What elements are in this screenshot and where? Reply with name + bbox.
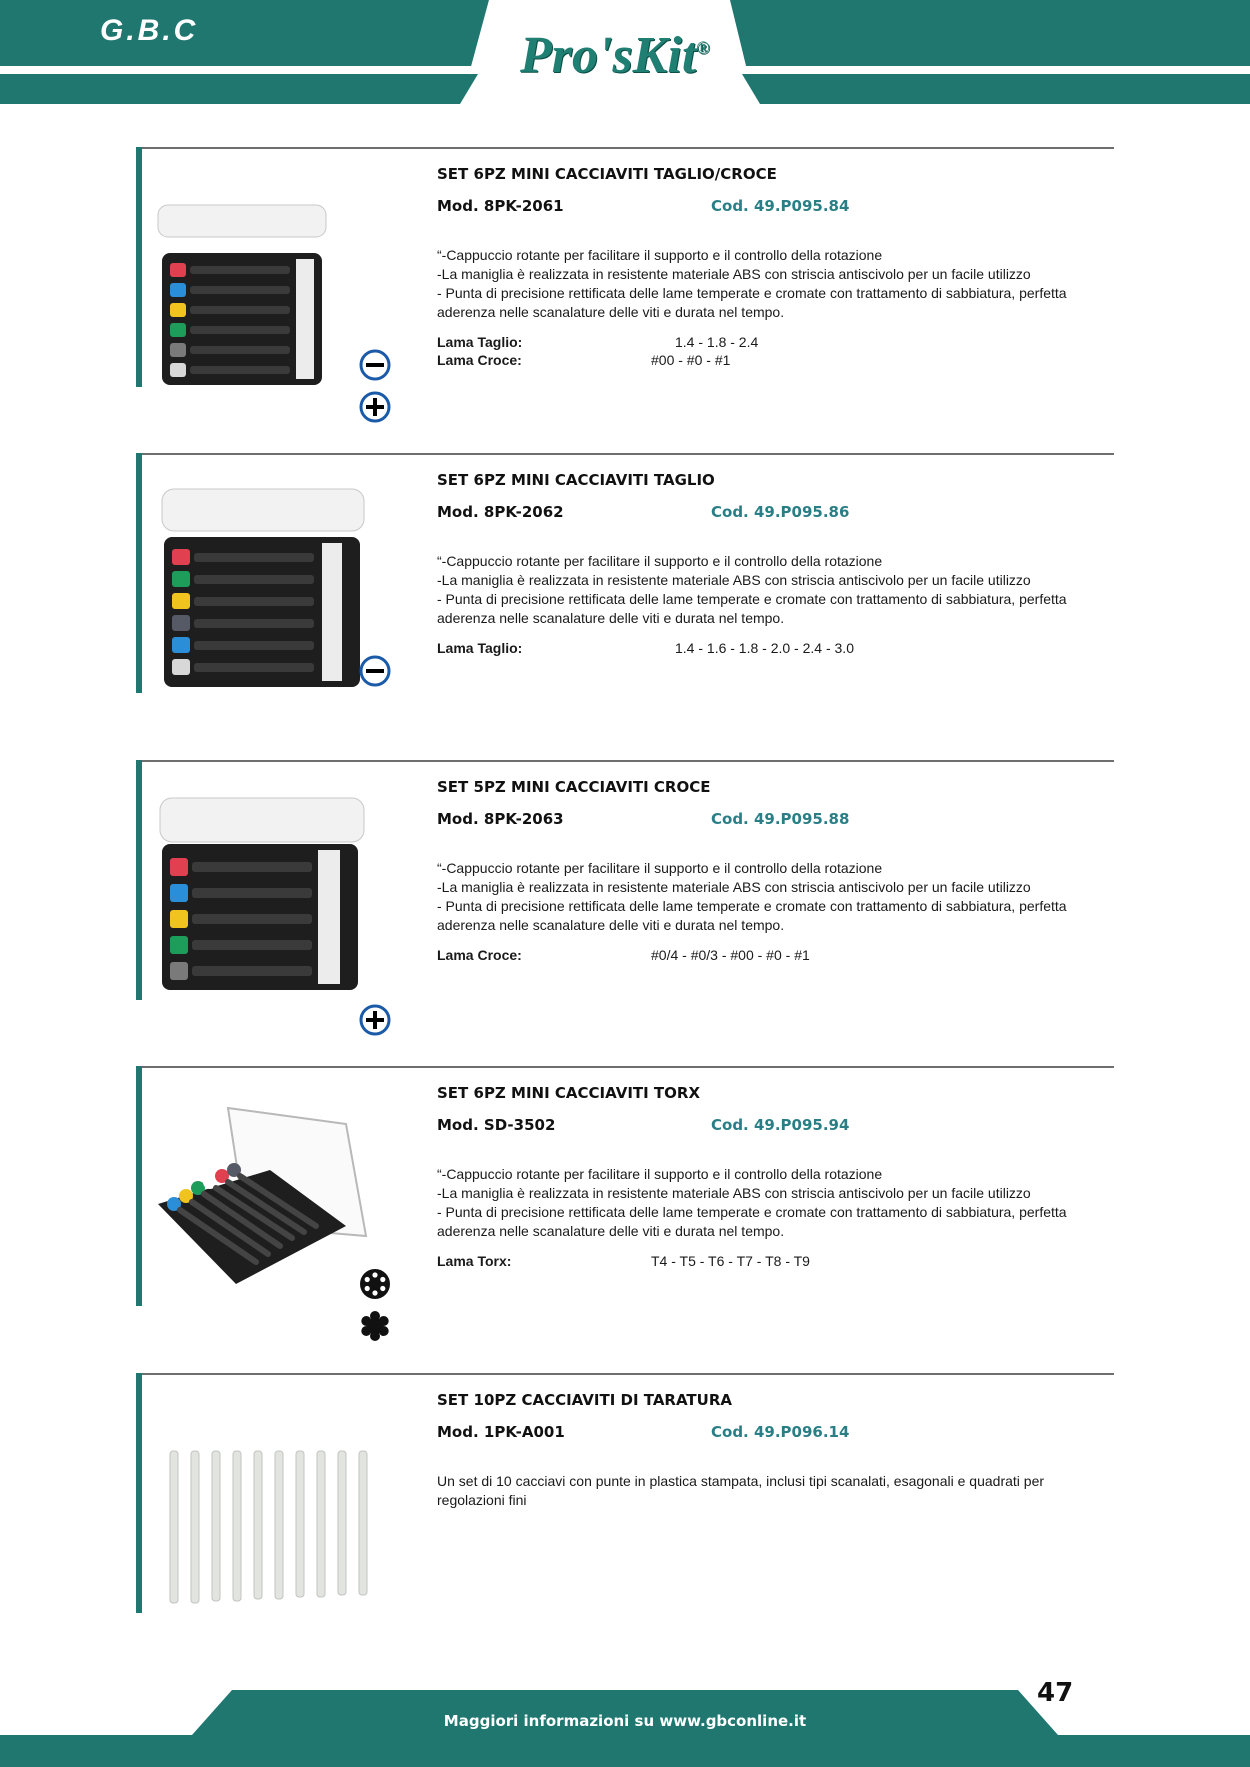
description-line: -La maniglia è realizzata in resistente materiale ABS con striscia antiscivolo per un facile utilizzo xyxy=(437,1185,1031,1201)
product-title: SET 6PZ MINI CACCIAVITI TORX xyxy=(437,1084,701,1102)
description-line: “-Cappuccio rotante per facilitare il supporto e il controllo della rotazione xyxy=(437,1166,883,1182)
product-title: SET 10PZ CACCIAVITI DI TARATURA xyxy=(437,1391,732,1409)
description-line: -La maniglia è realizzata in resistente materiale ABS con striscia antiscivolo per un facile utilizzo xyxy=(437,572,1031,588)
product-block xyxy=(136,147,1114,387)
block-accent-bar xyxy=(136,1066,142,1306)
proskit-logo-text: Pro'sKit xyxy=(520,27,697,84)
product-photo-8pk-2061 xyxy=(146,167,486,387)
product-photo-8pk-2063 xyxy=(146,780,486,1000)
block-divider xyxy=(142,453,1114,455)
page-number: 47 xyxy=(1037,1678,1074,1708)
spec-value: #0/4 - #0/3 - #00 - #0 - #1 xyxy=(651,947,810,963)
spec-value: #00 - #0 - #1 xyxy=(651,352,731,368)
product-model: Mod. 1PK-A001 xyxy=(437,1423,565,1441)
product-description xyxy=(437,1472,1087,1510)
description-line: - Punta di precisione rettificata delle lame temperate e cromate con trattamento di sabbiatura, perfetta aderenza nelle scanalature delle viti e durata nel tempo. xyxy=(437,285,1067,320)
product-code: Cod. 49.P095.94 xyxy=(711,1116,850,1134)
description-line: - Punta di precisione rettificata delle lame temperate e cromate con trattamento di sabbiatura, perfetta aderenza nelle scanalature delle viti e durata nel tempo. xyxy=(437,591,1067,626)
spec-value: 1.4 - 1.6 - 1.8 - 2.0 - 2.4 - 3.0 xyxy=(675,640,854,656)
proskit-logo xyxy=(520,26,710,85)
block-divider xyxy=(142,1373,1114,1375)
torx-icon xyxy=(359,1268,391,1300)
block-accent-bar xyxy=(136,1373,142,1613)
spec-row xyxy=(437,333,758,351)
product-title: SET 5PZ MINI CACCIAVITI CROCE xyxy=(437,778,711,796)
spec-label: Lama Taglio: xyxy=(437,334,523,350)
product-code: Cod. 49.P095.84 xyxy=(711,197,850,215)
spec-label: Lama Torx: xyxy=(437,1253,512,1269)
spec-label: Lama Croce: xyxy=(437,947,522,963)
description-line: -La maniglia è realizzata in resistente materiale ABS con striscia antiscivolo per un facile utilizzo xyxy=(437,879,1031,895)
product-block xyxy=(136,1373,1114,1613)
spec-row xyxy=(437,639,854,657)
torx-star-icon xyxy=(359,1310,391,1342)
product-block xyxy=(136,1066,1114,1306)
gbc-logo: G.B.C xyxy=(100,14,199,47)
product-model: Mod. 8PK-2061 xyxy=(437,197,564,215)
product-code: Cod. 49.P096.14 xyxy=(711,1423,850,1441)
block-accent-bar xyxy=(136,147,142,387)
block-divider xyxy=(142,1066,1114,1068)
product-model: Mod. SD-3502 xyxy=(437,1116,556,1134)
product-description xyxy=(437,859,1087,935)
product-title: SET 6PZ MINI CACCIAVITI TAGLIO xyxy=(437,471,715,489)
description-line: Un set di 10 cacciavi con punte in plastica stampata, inclusi tipi scanalati, esagonali e quadrati per regolazioni fini xyxy=(437,1473,1045,1508)
spec-label: Lama Croce: xyxy=(437,352,522,368)
product-code: Cod. 49.P095.86 xyxy=(711,503,850,521)
block-divider xyxy=(142,147,1114,149)
page-header xyxy=(0,0,1250,104)
product-block xyxy=(136,760,1114,1000)
phillips-icon xyxy=(359,1004,391,1036)
slotted-icon xyxy=(359,349,391,381)
product-description xyxy=(437,1165,1087,1241)
phillips-icon xyxy=(359,391,391,423)
product-photo-sd-3502 xyxy=(146,1086,486,1306)
slotted-icon xyxy=(359,655,391,687)
footer-website-text: Maggiori informazioni su www.gbconline.it xyxy=(443,1712,807,1730)
product-model: Mod. 8PK-2063 xyxy=(437,810,564,828)
product-model: Mod. 8PK-2062 xyxy=(437,503,564,521)
description-line: “-Cappuccio rotante per facilitare il supporto e il controllo della rotazione xyxy=(437,553,883,569)
description-line: - Punta di precisione rettificata delle lame temperate e cromate con trattamento di sabbiatura, perfetta aderenza nelle scanalature delle viti e durata nel tempo. xyxy=(437,898,1067,933)
spec-row xyxy=(437,351,730,369)
spec-row xyxy=(437,1252,810,1270)
description-line: “-Cappuccio rotante per facilitare il supporto e il controllo della rotazione xyxy=(437,860,883,876)
spec-label: Lama Taglio: xyxy=(437,640,523,656)
product-description xyxy=(437,552,1087,628)
product-photo-8pk-2062 xyxy=(146,473,486,693)
description-line: - Punta di precisione rettificata delle lame temperate e cromate con trattamento di sabbiatura, perfetta aderenza nelle scanalature delle viti e durata nel tempo. xyxy=(437,1204,1067,1239)
spec-value: 1.4 - 1.8 - 2.4 xyxy=(675,334,759,350)
product-description xyxy=(437,246,1087,322)
spec-row xyxy=(437,946,810,964)
spec-value: T4 - T5 - T6 - T7 - T8 - T9 xyxy=(651,1253,810,1269)
product-photo-1pk-a001 xyxy=(146,1393,486,1613)
product-code: Cod. 49.P095.88 xyxy=(711,810,850,828)
registered-mark: ® xyxy=(696,37,710,58)
product-block xyxy=(136,453,1114,693)
block-accent-bar xyxy=(136,760,142,1000)
product-title: SET 6PZ MINI CACCIAVITI TAGLIO/CROCE xyxy=(437,165,777,183)
description-line: -La maniglia è realizzata in resistente materiale ABS con striscia antiscivolo per un facile utilizzo xyxy=(437,266,1031,282)
block-accent-bar xyxy=(136,453,142,693)
block-divider xyxy=(142,760,1114,762)
description-line: “-Cappuccio rotante per facilitare il supporto e il controllo della rotazione xyxy=(437,247,883,263)
